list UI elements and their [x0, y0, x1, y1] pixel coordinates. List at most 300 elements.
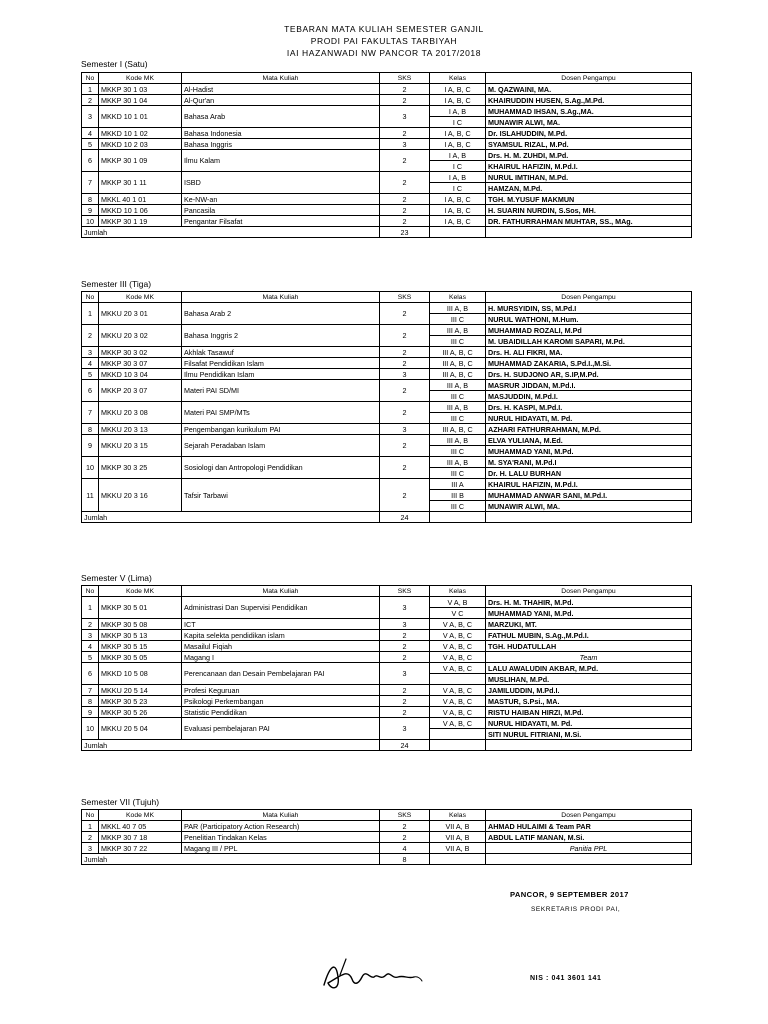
course-credits: 2: [380, 205, 430, 216]
course-no: 8: [82, 696, 99, 707]
course-credits: 2: [380, 641, 430, 652]
course-class: V A, B, C: [430, 707, 486, 718]
course-lecturer: MUHAMMAD IHSAN, S.Ag.,MA.: [486, 106, 692, 117]
course-credits: 2: [380, 652, 430, 663]
course-row: [82, 358, 692, 369]
course-name: Ilmu Kalam: [182, 150, 380, 172]
course-class: I A, B, C: [430, 205, 486, 216]
course-credits: 2: [380, 216, 430, 227]
course-credits: 2: [380, 194, 430, 205]
course-class: I A, B, C: [430, 95, 486, 106]
course-class: III A, B, C: [430, 358, 486, 369]
course-class: VII A, B: [430, 832, 486, 843]
course-row: [82, 821, 692, 832]
total-label: Jumlah: [82, 512, 380, 523]
course-row: [82, 205, 692, 216]
total-empty-cell: [430, 227, 486, 238]
course-name: Kapita selekta pendidikan islam: [182, 630, 380, 641]
course-no: 4: [82, 358, 99, 369]
course-code: MKKD 10 5 08: [99, 663, 182, 685]
course-no: 10: [82, 457, 99, 479]
course-name: Bahasa Indonesia: [182, 128, 380, 139]
course-class: III A, B: [430, 303, 486, 314]
table-header-row: [82, 586, 692, 597]
total-empty-cell: [486, 227, 692, 238]
course-name: Bahasa Arab 2: [182, 303, 380, 325]
course-name: Tafsir Tarbawi: [182, 479, 380, 512]
course-credits: 2: [380, 479, 430, 512]
course-no: 9: [82, 205, 99, 216]
course-code: MKKP 30 1 11: [99, 172, 182, 194]
course-class: III C: [430, 468, 486, 479]
course-lecturer: Drs. H. KASPI, M.Pd.I.: [486, 402, 692, 413]
course-code: MKKP 30 5 01: [99, 597, 182, 619]
course-class: VII A, B: [430, 821, 486, 832]
course-row: [82, 479, 692, 490]
course-no: 3: [82, 630, 99, 641]
course-row: [82, 718, 692, 729]
column-header-kode: Kode MK: [99, 810, 182, 821]
course-lecturer: Drs. H. M. ZUHDI, M.Pd.: [486, 150, 692, 161]
course-code: MKKP 30 5 15: [99, 641, 182, 652]
course-row: [82, 663, 692, 674]
course-class: I C: [430, 183, 486, 194]
column-header-mk: Mata Kuliah: [182, 586, 380, 597]
place-date: PANCOR, 9 SEPTEMBER 2017: [510, 890, 629, 899]
course-lecturer: JAMILUDDIN, M.Pd.I.: [486, 685, 692, 696]
semester-table: [81, 809, 691, 865]
course-credits: 2: [380, 435, 430, 457]
course-code: MKKP 20 3 07: [99, 380, 182, 402]
course-lecturer: MUSLIHAN, M.Pd.: [486, 674, 692, 685]
column-header-no: No: [82, 586, 99, 597]
course-lecturer: M. SYA'RANI, M.Pd.I: [486, 457, 692, 468]
course-class: V A, B, C: [430, 630, 486, 641]
column-header-mk: Mata Kuliah: [182, 73, 380, 84]
course-name: Materi PAI SD/MI: [182, 380, 380, 402]
course-no: 9: [82, 435, 99, 457]
course-code: MKKP 30 1 19: [99, 216, 182, 227]
course-credits: 2: [380, 380, 430, 402]
course-lecturer: MUHAMMAD ANWAR SANI, M.Pd.I.: [486, 490, 692, 501]
course-code: MKKP 30 5 05: [99, 652, 182, 663]
course-class: I A, B: [430, 150, 486, 161]
course-lecturer: Drs. H. SUDJONO AR, S.IP,M.Pd.: [486, 369, 692, 380]
course-class: V A, B: [430, 597, 486, 608]
course-class: III A, B, C: [430, 347, 486, 358]
column-header-sks: SKS: [380, 73, 430, 84]
nis-number: NIS : 041 3601 141: [530, 975, 602, 982]
course-lecturer: Dr. ISLAHUDDIN, M.Pd.: [486, 128, 692, 139]
column-header-kelas: Kelas: [430, 586, 486, 597]
column-header-sks: SKS: [380, 586, 430, 597]
course-name: Al-Hadist: [182, 84, 380, 95]
course-code: MKKU 20 5 14: [99, 685, 182, 696]
course-lecturer: TGH. HUDATULLAH: [486, 641, 692, 652]
course-no: 3: [82, 106, 99, 128]
course-lecturer: MASRUR JIDDAN, M.Pd.I.: [486, 380, 692, 391]
course-lecturer: NURUL IMTIHAN, M.Pd.: [486, 172, 692, 183]
column-header-dosen: Dosen Pengampu: [486, 292, 692, 303]
course-lecturer: MUHAMMAD ZAKARIA, S.Pd.I.,M.Si.: [486, 358, 692, 369]
course-row: [82, 128, 692, 139]
course-name: Bahasa Arab: [182, 106, 380, 128]
course-class: I A, B: [430, 106, 486, 117]
course-row: [82, 707, 692, 718]
semester-table: [81, 585, 691, 751]
course-class: III A, B: [430, 380, 486, 391]
column-header-kode: Kode MK: [99, 586, 182, 597]
course-lecturer: Team: [486, 652, 692, 663]
course-class: I A, B, C: [430, 84, 486, 95]
course-name: ICT: [182, 619, 380, 630]
total-credits: 8: [380, 854, 430, 865]
course-class: V A, B, C: [430, 718, 486, 729]
course-code: MKKP 30 1 09: [99, 150, 182, 172]
course-row: [82, 150, 692, 161]
course-name: Al-Qur'an: [182, 95, 380, 106]
semester-label: Semester III (Tiga): [81, 279, 152, 289]
course-class: III A, B, C: [430, 369, 486, 380]
course-lecturer: Drs. H. M. THAHIR, M.Pd.: [486, 597, 692, 608]
course-code: MKKP 30 5 08: [99, 619, 182, 630]
course-no: 7: [82, 172, 99, 194]
course-class: I C: [430, 161, 486, 172]
course-credits: 2: [380, 685, 430, 696]
course-class: V C: [430, 608, 486, 619]
course-class: III C: [430, 314, 486, 325]
total-credits: 24: [380, 740, 430, 751]
course-row: [82, 369, 692, 380]
course-no: 5: [82, 652, 99, 663]
course-no: 3: [82, 843, 99, 854]
course-row: [82, 139, 692, 150]
total-label: Jumlah: [82, 227, 380, 238]
course-row: [82, 106, 692, 117]
course-class: III C: [430, 336, 486, 347]
course-lecturer: H. SUARIN NURDIN, S.Sos, MH.: [486, 205, 692, 216]
course-class: V A, B, C: [430, 619, 486, 630]
course-credits: 2: [380, 150, 430, 172]
course-class: [430, 674, 486, 685]
course-lecturer: TGH. M.YUSUF MAKMUN: [486, 194, 692, 205]
total-credits: 24: [380, 512, 430, 523]
course-code: MKKP 30 3 25: [99, 457, 182, 479]
course-credits: 3: [380, 424, 430, 435]
course-row: [82, 457, 692, 468]
course-credits: 3: [380, 718, 430, 740]
course-class: III A: [430, 479, 486, 490]
course-class: V A, B, C: [430, 685, 486, 696]
course-name: Penelitian Tindakan Kelas: [182, 832, 380, 843]
course-class: III C: [430, 413, 486, 424]
course-no: 8: [82, 424, 99, 435]
course-name: Filsafat Pendidikan Islam: [182, 358, 380, 369]
course-row: [82, 685, 692, 696]
course-name: Masailul Fiqiah: [182, 641, 380, 652]
course-class: I A, B, C: [430, 139, 486, 150]
course-no: 4: [82, 128, 99, 139]
course-lecturer: MUHAMMAD YANI, M.Pd.: [486, 608, 692, 619]
course-no: 6: [82, 380, 99, 402]
course-name: Profesi Keguruan: [182, 685, 380, 696]
course-lecturer: LALU AWALUDIN AKBAR, M.Pd.: [486, 663, 692, 674]
course-code: MKKP 30 5 23: [99, 696, 182, 707]
course-class: III A, B, C: [430, 424, 486, 435]
course-class: III C: [430, 391, 486, 402]
column-header-kelas: Kelas: [430, 292, 486, 303]
course-no: 4: [82, 641, 99, 652]
course-no: 10: [82, 718, 99, 740]
course-lecturer: FATHUL MUBIN, S.Ag.,M.Pd.I.: [486, 630, 692, 641]
column-header-kelas: Kelas: [430, 810, 486, 821]
course-credits: 2: [380, 303, 430, 325]
total-empty-cell: [486, 854, 692, 865]
course-no: 9: [82, 707, 99, 718]
doc-subtitle: PRODI PAI FAKULTAS TARBIYAH: [310, 36, 458, 46]
course-lecturer: MUNAWIR ALWI, MA.: [486, 117, 692, 128]
course-lecturer: MUHAMMAD YANI, M.Pd.: [486, 446, 692, 457]
course-lecturer: AHMAD HULAIMI & Team PAR: [486, 821, 692, 832]
course-no: 8: [82, 194, 99, 205]
semester-table: [81, 72, 691, 238]
course-code: MKKP 30 1 03: [99, 84, 182, 95]
course-no: 5: [82, 369, 99, 380]
course-class: III A, B: [430, 325, 486, 336]
total-label: Jumlah: [82, 854, 380, 865]
course-credits: 2: [380, 325, 430, 347]
course-row: [82, 95, 692, 106]
course-lecturer: KHAIRUDDIN HUSEN, S.Ag.,M.Pd.: [486, 95, 692, 106]
course-lecturer: MASJUDDIN, M.Pd.I.: [486, 391, 692, 402]
course-credits: 2: [380, 630, 430, 641]
course-row: [82, 347, 692, 358]
total-empty-cell: [430, 512, 486, 523]
course-lecturer: Drs. H. ALI FIKRI, MA.: [486, 347, 692, 358]
course-class: V A, B, C: [430, 663, 486, 674]
course-credits: 3: [380, 106, 430, 128]
doc-title: TEBARAN MATA KULIAH SEMESTER GANJIL: [284, 24, 484, 34]
column-header-sks: SKS: [380, 292, 430, 303]
course-lecturer: Panitia PPL: [486, 843, 692, 854]
course-credits: 2: [380, 172, 430, 194]
course-row: [82, 325, 692, 336]
course-lecturer: Dr. H. LALU BURHAN: [486, 468, 692, 479]
course-credits: 2: [380, 95, 430, 106]
course-name: Pengembangan kurikulum PAI: [182, 424, 380, 435]
course-name: Sosiologi dan Antropologi Pendidikan: [182, 457, 380, 479]
course-class: V A, B, C: [430, 696, 486, 707]
course-row: [82, 424, 692, 435]
column-header-mk: Mata Kuliah: [182, 292, 380, 303]
course-row: [82, 216, 692, 227]
course-no: 3: [82, 347, 99, 358]
column-header-kode: Kode MK: [99, 73, 182, 84]
course-name: Psikologi Perkembangan: [182, 696, 380, 707]
course-row: [82, 380, 692, 391]
course-name: ISBD: [182, 172, 380, 194]
total-row: [82, 512, 692, 523]
total-row: [82, 740, 692, 751]
doc-institution: IAI HAZANWADI NW PANCOR TA 2017/2018: [286, 48, 482, 58]
course-no: 11: [82, 479, 99, 512]
course-no: 1: [82, 303, 99, 325]
course-row: [82, 696, 692, 707]
course-no: 7: [82, 402, 99, 424]
course-lecturer: ABDUL LATIF MANAN, M.Si.: [486, 832, 692, 843]
course-row: [82, 402, 692, 413]
course-name: Materi PAI SMP/MTs: [182, 402, 380, 424]
course-code: MKKU 20 3 15: [99, 435, 182, 457]
course-row: [82, 652, 692, 663]
course-name: Sejarah Peradaban Islam: [182, 435, 380, 457]
course-no: 6: [82, 150, 99, 172]
course-credits: 2: [380, 358, 430, 369]
total-empty-cell: [430, 854, 486, 865]
course-credits: 2: [380, 832, 430, 843]
course-no: 1: [82, 84, 99, 95]
course-name: Ilmu Pendidikan Islam: [182, 369, 380, 380]
total-label: Jumlah: [82, 740, 380, 751]
course-name: Administrasi Dan Supervisi Pendidikan: [182, 597, 380, 619]
course-class: [430, 729, 486, 740]
course-lecturer: AZHARI FATHURRAHMAN, M.Pd.: [486, 424, 692, 435]
course-lecturer: NURUL HIDAYATI, M. Pd.: [486, 413, 692, 424]
course-class: I A, B, C: [430, 216, 486, 227]
course-lecturer: KHAIRUL HAFIZIN, M.Pd.I.: [486, 479, 692, 490]
course-credits: 2: [380, 84, 430, 95]
course-code: MKKP 30 5 13: [99, 630, 182, 641]
course-credits: 2: [380, 402, 430, 424]
semester-table: [81, 291, 691, 523]
course-credits: 3: [380, 597, 430, 619]
course-no: 7: [82, 685, 99, 696]
course-lecturer: MUHAMMAD ROZALI, M.Pd: [486, 325, 692, 336]
total-empty-cell: [486, 512, 692, 523]
column-header-kode: Kode MK: [99, 292, 182, 303]
course-code: MKKD 10 2 03: [99, 139, 182, 150]
course-code: MKKP 30 1 04: [99, 95, 182, 106]
course-lecturer: H. MURSYIDIN, SS, M.Pd.I: [486, 303, 692, 314]
course-row: [82, 172, 692, 183]
column-header-mk: Mata Kuliah: [182, 810, 380, 821]
course-class: V A, B, C: [430, 652, 486, 663]
course-row: [82, 435, 692, 446]
course-row: [82, 630, 692, 641]
course-name: Pengantar Filsafat: [182, 216, 380, 227]
course-lecturer: RISTU HAIBAN HIRZI, M.Pd.: [486, 707, 692, 718]
course-class: III A, B: [430, 435, 486, 446]
course-code: MKKU 20 3 02: [99, 325, 182, 347]
total-empty-cell: [486, 740, 692, 751]
column-header-no: No: [82, 292, 99, 303]
course-row: [82, 597, 692, 608]
course-lecturer: MARZUKI, MT.: [486, 619, 692, 630]
column-header-no: No: [82, 810, 99, 821]
course-class: I C: [430, 117, 486, 128]
course-class: III A, B: [430, 457, 486, 468]
course-name: Bahasa Inggris 2: [182, 325, 380, 347]
course-credits: 2: [380, 707, 430, 718]
course-credits: 2: [380, 457, 430, 479]
course-class: I A, B: [430, 172, 486, 183]
course-code: MKKP 30 5 26: [99, 707, 182, 718]
course-name: Perencanaan dan Desain Pembelajaran PAI: [182, 663, 380, 685]
column-header-dosen: Dosen Pengampu: [486, 810, 692, 821]
course-lecturer: NURUL HIDAYATI, M. Pd.: [486, 718, 692, 729]
course-code: MKKD 10 3 04: [99, 369, 182, 380]
course-code: MKKP 30 7 18: [99, 832, 182, 843]
course-lecturer: HAMZAN, M.Pd.: [486, 183, 692, 194]
course-name: Pancasila: [182, 205, 380, 216]
course-credits: 2: [380, 347, 430, 358]
course-no: 5: [82, 139, 99, 150]
course-row: [82, 832, 692, 843]
course-class: III C: [430, 446, 486, 457]
course-credits: 2: [380, 128, 430, 139]
course-code: MKKP 30 3 02: [99, 347, 182, 358]
course-code: MKKU 20 3 13: [99, 424, 182, 435]
course-no: 2: [82, 325, 99, 347]
course-name: Magang III / PPL: [182, 843, 380, 854]
course-class: III C: [430, 501, 486, 512]
course-credits: 2: [380, 696, 430, 707]
course-name: Bahasa Inggris: [182, 139, 380, 150]
course-code: MKKP 30 3 07: [99, 358, 182, 369]
course-credits: 3: [380, 369, 430, 380]
course-credits: 3: [380, 619, 430, 630]
table-header-row: [82, 73, 692, 84]
semester-label: Semester I (Satu): [81, 59, 148, 69]
course-no: 2: [82, 619, 99, 630]
course-lecturer: KHAIRUL HAFIZIN, M.Pd.I.: [486, 161, 692, 172]
course-name: Akhlak Tasawuf: [182, 347, 380, 358]
total-row: [82, 854, 692, 865]
course-lecturer: MUNAWIR ALWI, MA.: [486, 501, 692, 512]
total-empty-cell: [430, 740, 486, 751]
table-header-row: [82, 810, 692, 821]
course-credits: 2: [380, 821, 430, 832]
course-code: MKKL 40 1 01: [99, 194, 182, 205]
course-credits: 3: [380, 139, 430, 150]
column-header-kelas: Kelas: [430, 73, 486, 84]
course-row: [82, 641, 692, 652]
course-row: [82, 84, 692, 95]
course-row: [82, 303, 692, 314]
course-code: MKKU 20 3 08: [99, 402, 182, 424]
course-class: III B: [430, 490, 486, 501]
course-lecturer: DR. FATHURRAHMAN MUHTAR, SS., MAg.: [486, 216, 692, 227]
course-code: MKKP 30 7 22: [99, 843, 182, 854]
semester-label: Semester VII (Tujuh): [81, 797, 160, 807]
course-name: Evaluasi pembelajaran PAI: [182, 718, 380, 740]
course-class: V A, B, C: [430, 641, 486, 652]
course-no: 2: [82, 832, 99, 843]
signatory-role: SEKRETARIS PRODI PAI,: [531, 906, 621, 913]
course-name: PAR (Participatory Action Research): [182, 821, 380, 832]
table-header-row: [82, 292, 692, 303]
course-code: MKKU 20 3 16: [99, 479, 182, 512]
course-no: 1: [82, 597, 99, 619]
column-header-dosen: Dosen Pengampu: [486, 73, 692, 84]
course-name: Statistic Pendidikan: [182, 707, 380, 718]
course-class: III A, B: [430, 402, 486, 413]
course-no: 2: [82, 95, 99, 106]
column-header-dosen: Dosen Pengampu: [486, 586, 692, 597]
course-code: MKKD 10 1 01: [99, 106, 182, 128]
course-lecturer: SITI NURUL FITRIANI, M.Si.: [486, 729, 692, 740]
course-code: MKKU 20 5 04: [99, 718, 182, 740]
